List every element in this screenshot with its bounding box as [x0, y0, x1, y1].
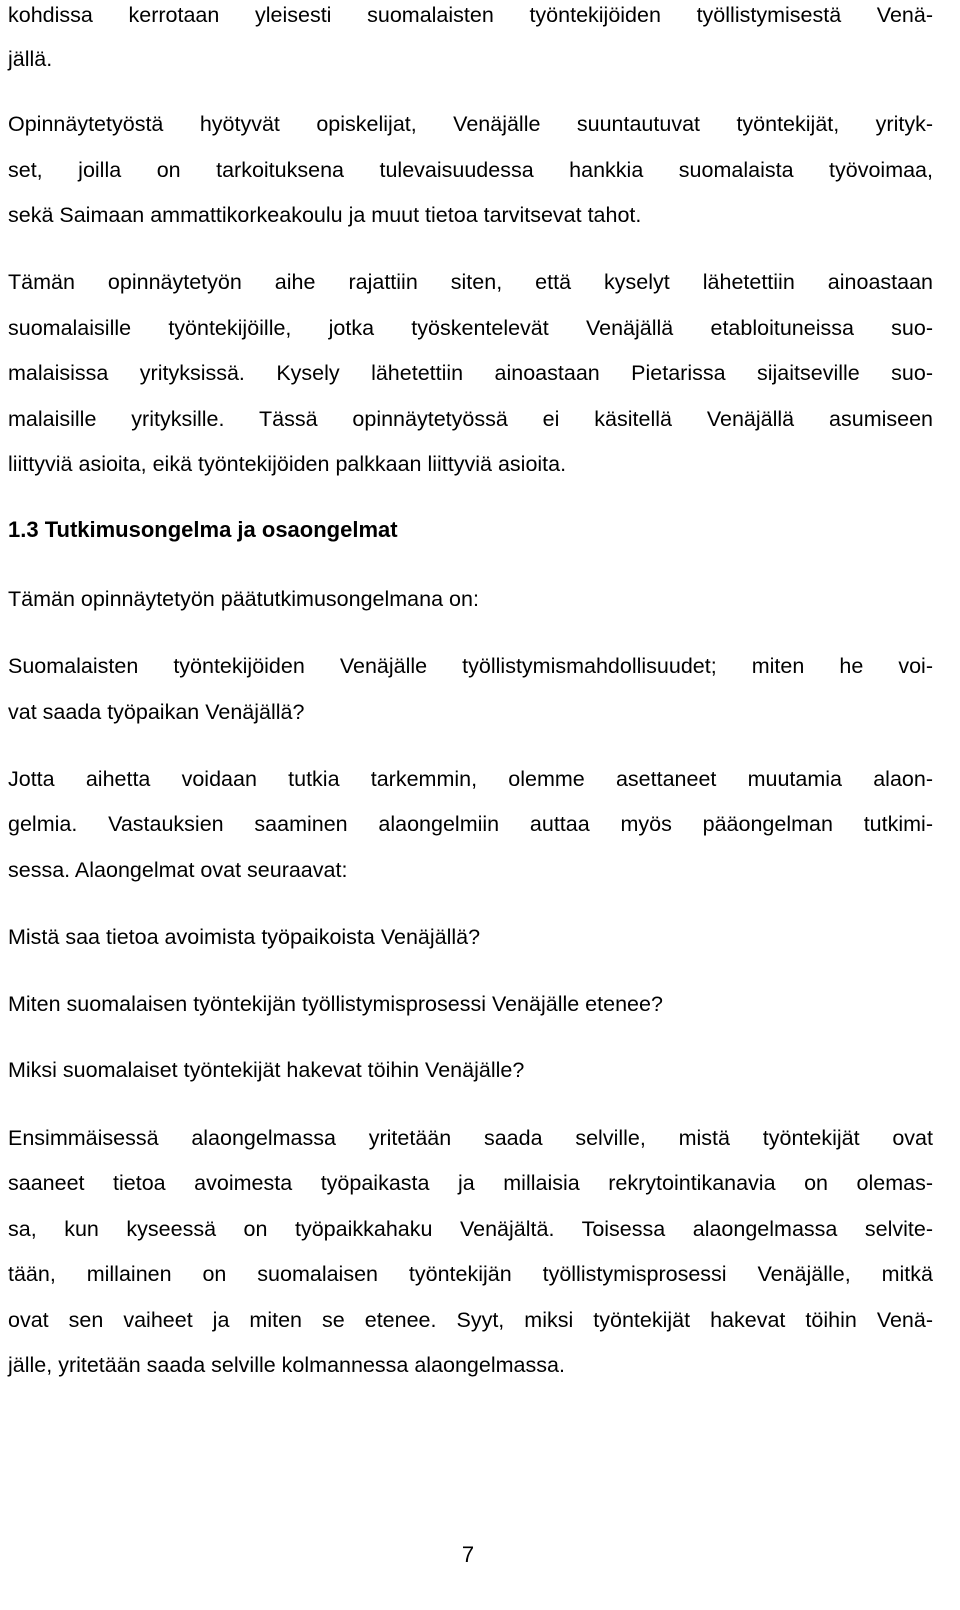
scope-line-2: suomalaisille työntekijöille, jotka työskentelevät Venäjällä etabloituneissa suo-	[8, 316, 933, 340]
page-number: 7	[461, 1542, 475, 1567]
subproblem-question-1: Mistä saa tietoa avoimista työpaikoista Venäjällä?	[8, 925, 481, 949]
explanation-line-4: tään, millainen on suomalaisen työntekijän työllistymisprosessi Venäjälle, mitkä	[8, 1262, 933, 1286]
intro-line-2: jällä.	[8, 47, 53, 71]
explanation-line-5: ovat sen vaiheet ja miten se etenee. Syyt, miksi työntekijät hakevat töihin Venä-	[8, 1308, 933, 1332]
main-problem-line-1: Suomalaisten työntekijöiden Venäjälle työllistymismahdollisuudet; miten he voi-	[8, 654, 933, 678]
subproblems-intro-line-2: gelmia. Vastauksien saaminen alaongelmiin auttaa myös pääongelman tutkimi-	[8, 812, 933, 836]
scope-line-1: Tämän opinnäytetyön aihe rajattiin siten, että kyselyt lähetettiin ainoastaan	[8, 270, 933, 294]
section-heading: 1.3 Tutkimusongelma ja osaongelmat	[8, 517, 398, 542]
subproblem-question-3: Miksi suomalaiset työntekijät hakevat töihin Venäjälle?	[8, 1058, 525, 1082]
main-problem-intro: Tämän opinnäytetyön päätutkimusongelmana on:	[8, 587, 479, 611]
subproblems-intro-line-1: Jotta aihetta voidaan tutkia tarkemmin, olemme asettaneet muutamia alaon-	[8, 767, 933, 791]
explanation-line-3: sa, kun kyseessä on työpaikkahaku Venäjältä. Toisessa alaongelmassa selvite-	[8, 1217, 933, 1241]
scope-line-4: malaisille yrityksille. Tässä opinnäytetyössä ei käsitellä Venäjällä asumiseen	[8, 407, 933, 431]
explanation-line-1: Ensimmäisessä alaongelmassa yritetään saada selville, mistä työntekijät ovat	[8, 1126, 933, 1150]
intro-line-1: kohdissa kerrotaan yleisesti suomalaisten työntekijöiden työllistymisestä Venä-	[8, 3, 933, 27]
beneficiaries-line-1: Opinnäytetyöstä hyötyvät opiskelijat, Venäjälle suuntautuvat työntekijät, yrityk-	[8, 112, 933, 136]
scope-line-5: liittyviä asioita, eikä työntekijöiden palkkaan liittyviä asioita.	[8, 452, 567, 476]
subproblems-intro-line-3: sessa. Alaongelmat ovat seuraavat:	[8, 858, 348, 882]
beneficiaries-line-3: sekä Saimaan ammattikorkeakoulu ja muut tietoa tarvitsevat tahot.	[8, 203, 642, 227]
beneficiaries-line-2: set, joilla on tarkoituksena tulevaisuudessa hankkia suomalaista työvoimaa,	[8, 158, 933, 182]
subproblem-question-2: Miten suomalaisen työntekijän työllistymisprosessi Venäjälle etenee?	[8, 992, 663, 1016]
scope-line-3: malaisissa yrityksissä. Kysely lähetettiin ainoastaan Pietarissa sijaitseville suo-	[8, 361, 933, 385]
main-problem-line-2: vat saada työpaikan Venäjällä?	[8, 700, 305, 724]
explanation-line-6: jälle, yritetään saada selville kolmannessa alaongelmassa.	[8, 1353, 565, 1377]
explanation-line-2: saaneet tietoa avoimesta työpaikasta ja millaisia rekrytointikanavia on olemas-	[8, 1171, 933, 1195]
